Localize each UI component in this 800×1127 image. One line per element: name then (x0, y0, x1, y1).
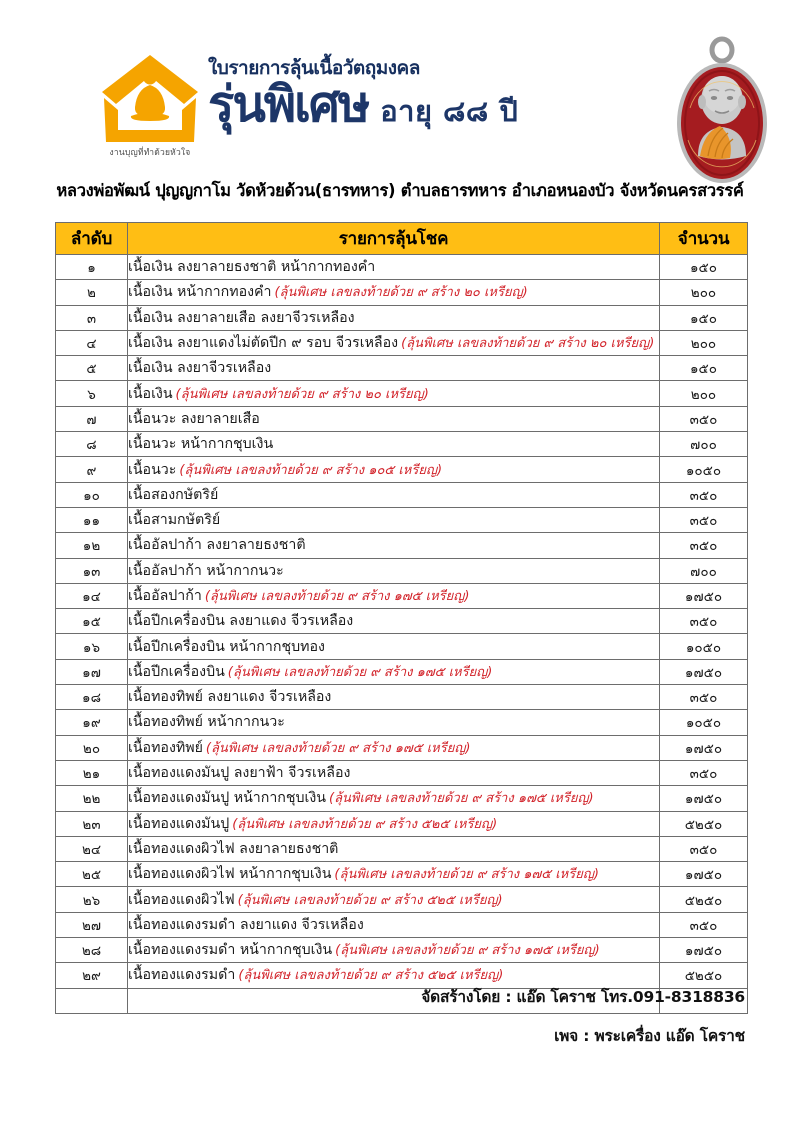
row-quantity: ๓๕๐ (660, 685, 748, 710)
item-special-note: (ลุ้นพิเศษ เลขลงท้ายด้วย ๙ สร้าง ๑๐๕ เหรียญ) (179, 462, 443, 478)
item-name: เนื้อปีกเครื่องบิน ลงยาแดง จีวรเหลือง (128, 613, 354, 630)
row-number: ๑๔ (56, 583, 128, 608)
item-name: เนื้อทองแดงผิวไฟ ลงยาลายธงชาติ (128, 840, 339, 857)
row-quantity: ๓๕๐ (660, 406, 748, 431)
row-item-description (128, 811, 660, 836)
table-row (56, 634, 748, 659)
table-row (56, 330, 748, 355)
row-quantity: ๑๗๕๐ (660, 735, 748, 760)
table-row (56, 356, 748, 381)
item-name: เนื้อทองทิพย์ ลงยาแดง จีวรเหลือง (128, 689, 332, 706)
table-row (56, 735, 748, 760)
table-body (56, 255, 748, 1014)
row-quantity: ๑๕๐ (660, 255, 748, 280)
row-item-description (128, 836, 660, 861)
item-name: เนื้อทองทิพย์ (128, 739, 203, 756)
row-quantity: ๗๐๐ (660, 432, 748, 457)
row-quantity: ๑๗๕๐ (660, 938, 748, 963)
row-number: ๖ (56, 381, 128, 406)
table-row (56, 255, 748, 280)
table-row (56, 659, 748, 684)
item-name: เนื้อนวะ (128, 461, 177, 478)
row-quantity: ๓๕๐ (660, 760, 748, 785)
item-name: เนื้อทองแดงมันปู (128, 815, 230, 832)
row-quantity: ๑๐๕๐ (660, 710, 748, 735)
row-item-description (128, 710, 660, 735)
item-name: เนื้อทองแดงรมดำ ลงยาแดง จีวรเหลือง (128, 916, 364, 933)
row-number: ๙ (56, 457, 128, 482)
prize-list-table (55, 222, 748, 1014)
row-item-description (128, 887, 660, 912)
row-quantity: ๗๐๐ (660, 558, 748, 583)
column-header-quantity: จำนวน (660, 223, 748, 255)
item-special-note: (ลุ้นพิเศษ เลขลงท้ายด้วย ๙ สร้าง ๑๗๕ เหรียญ) (334, 867, 599, 883)
row-number: ๕ (56, 356, 128, 381)
title-block (208, 58, 638, 134)
row-number: ๓ (56, 305, 128, 330)
table-row (56, 457, 748, 482)
row-item-description (128, 432, 660, 457)
item-name: เนื้อทองแดงผิวไฟ (128, 891, 235, 908)
row-number: ๑๘ (56, 685, 128, 710)
buddha-diamond-logo-icon (98, 52, 202, 144)
table-row (56, 406, 748, 431)
row-number: ๑๒ (56, 533, 128, 558)
row-item-description (128, 938, 660, 963)
row-quantity: ๒๐๐ (660, 330, 748, 355)
row-quantity: ๕๒๕๐ (660, 887, 748, 912)
row-item-description (128, 305, 660, 330)
item-special-note: (ลุ้นพิเศษ เลขลงท้ายด้วย ๙ สร้าง ๒๐ เหรียญ) (401, 336, 655, 352)
item-name: เนื้อทองแดงมันปู หน้ากากชุบเงิน (128, 790, 326, 807)
row-item-description (128, 735, 660, 760)
row-item-description (128, 634, 660, 659)
item-special-note: (ลุ้นพิเศษ เลขลงท้ายด้วย ๙ สร้าง ๕๒๕ เหรียญ) (237, 892, 503, 908)
logo-caption: งานบุญที่ทำด้วยหัวใจ (109, 148, 191, 158)
item-name: เนื้อทองทิพย์ หน้ากากนวะ (128, 714, 285, 731)
row-item-description (128, 255, 660, 280)
row-item-description (128, 406, 660, 431)
table-row (56, 710, 748, 735)
table-row (56, 507, 748, 532)
row-number: ๑๙ (56, 710, 128, 735)
row-quantity: ๓๕๐ (660, 836, 748, 861)
row-item-description (128, 482, 660, 507)
row-number: ๒๐ (56, 735, 128, 760)
row-quantity: ๑๗๕๐ (660, 659, 748, 684)
title-age: อายุ ๘๘ ปี (380, 93, 519, 128)
item-name: เนื้อเงิน ลงยาแดงไม่ตัดปีก ๙ รอบ จีวรเหลือง (128, 335, 399, 352)
row-quantity: ๑๗๕๐ (660, 862, 748, 887)
row-item-description (128, 685, 660, 710)
table-row (56, 381, 748, 406)
item-name: เนื้อทองแดงมันปู ลงยาฟ้า จีวรเหลือง (128, 765, 351, 782)
table-row (56, 533, 748, 558)
table-row (56, 482, 748, 507)
item-name: เนื้อเงิน ลงยาจีวรเหลือง (128, 360, 272, 377)
row-item-description (128, 356, 660, 381)
row-number: ๒๔ (56, 836, 128, 861)
item-name: เนื้ออัลปาก้า หน้ากากนวะ (128, 562, 284, 579)
row-number: ๒๑ (56, 760, 128, 785)
page-title: รุ่นพิเศษ (208, 75, 369, 133)
row-item-description (128, 457, 660, 482)
row-item-description (128, 659, 660, 684)
table-row (56, 583, 748, 608)
table-row (56, 432, 748, 457)
row-item-description (128, 760, 660, 785)
row-quantity: ๑๕๐ (660, 305, 748, 330)
row-item-description (128, 381, 660, 406)
row-number: ๑๓ (56, 558, 128, 583)
row-item-description (128, 558, 660, 583)
row-quantity: ๒๐๐ (660, 280, 748, 305)
document-subtitle-heading: ใบรายการลุ้นเนื้อวัตถุมงคล (208, 57, 420, 79)
row-number: ๒๒ (56, 786, 128, 811)
item-special-note: (ลุ้นพิเศษ เลขลงท้ายด้วย ๙ สร้าง ๑๗๕ เหรียญ) (204, 589, 470, 604)
row-number: ๒๖ (56, 887, 128, 912)
row-number: ๘ (56, 432, 128, 457)
row-number: ๒ (56, 280, 128, 305)
item-name: เนื้อนวะ ลงยาลายเสือ (128, 410, 260, 427)
item-special-note: (ลุ้นพิเศษ เลขลงท้ายด้วย ๙ สร้าง ๑๗๕ เหรียญ) (329, 791, 594, 807)
item-name: เนื้อเงิน หน้ากากทองคำ (128, 284, 272, 301)
amulet-image (668, 36, 776, 186)
row-number: ๒๙ (56, 963, 128, 988)
table-row (56, 685, 748, 710)
row-quantity: ๑๐๕๐ (660, 634, 748, 659)
prize-list-table-wrapper (55, 222, 747, 1014)
row-quantity: ๓๕๐ (660, 533, 748, 558)
oval-amulet-medal-icon (668, 36, 776, 186)
item-name: เนื้อปีกเครื่องบิน หน้ากากชุบทอง (128, 638, 325, 655)
row-item-description (128, 533, 660, 558)
table-row (56, 938, 748, 963)
temple-location-subtitle: หลวงพ่อพัฒน์ ปุญญกาโม วัดห้วยด้วน(ธารทหาร) ตำบลธารทหาร อำเภอหนองบัว จังหวัดนครสวรรค์ (56, 181, 744, 200)
item-name: เนื้อทองแดงผิวไฟ หน้ากากชุบเงิน (128, 866, 332, 883)
item-special-note: (ลุ้นพิเศษ เลขลงท้ายด้วย ๙ สร้าง ๑๗๕ เหรียญ) (227, 664, 493, 680)
item-special-note: (ลุ้นพิเศษ เลขลงท้ายด้วย ๙ สร้าง ๕๒๕ เหรียญ) (238, 968, 504, 984)
item-name: เนื้ออัลปาก้า (128, 588, 202, 604)
row-quantity: ๒๐๐ (660, 381, 748, 406)
row-quantity: ๕๒๕๐ (660, 963, 748, 988)
row-number: ๒๕ (56, 862, 128, 887)
item-name: เนื้อปีกเครื่องบิน (128, 663, 225, 680)
row-number: ๑๗ (56, 659, 128, 684)
item-name: เนื้อเงิน (128, 385, 173, 402)
row-number: ๔ (56, 330, 128, 355)
item-special-note: (ลุ้นพิเศษ เลขลงท้ายด้วย ๙ สร้าง ๑๗๕ เหรียญ) (335, 943, 600, 959)
footer-page-line: เพจ : พระเครื่อง แอ๊ด โคราช (554, 1027, 745, 1045)
table-row (56, 305, 748, 330)
item-special-note: (ลุ้นพิเศษ เลขลงท้ายด้วย ๙ สร้าง ๑๗๕ เหรียญ) (205, 740, 471, 756)
item-name: เนื้ออัลปาก้า ลงยาลายธงชาติ (128, 537, 306, 554)
row-number: ๑ (56, 255, 128, 280)
row-number: ๑๑ (56, 507, 128, 532)
row-item-description (128, 786, 660, 811)
row-item-description (128, 912, 660, 937)
item-name: เนื้อเงิน ลงยาลายธงชาติ หน้ากากทองคำ (128, 259, 376, 276)
document-header (0, 0, 800, 200)
item-name: เนื้อเงิน ลงยาลายเสือ ลงยาจีวรเหลือง (128, 309, 355, 326)
row-quantity: ๑๐๕๐ (660, 457, 748, 482)
column-header-no: ลำดับ (56, 223, 128, 255)
table-row (56, 862, 748, 887)
table-row (56, 786, 748, 811)
row-quantity: ๓๕๐ (660, 507, 748, 532)
table-row (56, 280, 748, 305)
organization-logo (84, 52, 216, 159)
table-row (56, 760, 748, 785)
row-number: ๗ (56, 406, 128, 431)
table-header (56, 223, 748, 255)
row-number: ๑๐ (56, 482, 128, 507)
row-number: ๒๓ (56, 811, 128, 836)
row-item-description (128, 507, 660, 532)
row-quantity: ๕๒๕๐ (660, 811, 748, 836)
item-special-note: (ลุ้นพิเศษ เลขลงท้ายด้วย ๙ สร้าง ๒๐ เหรียญ) (175, 386, 429, 402)
item-special-note: (ลุ้นพิเศษ เลขลงท้ายด้วย ๙ สร้าง ๕๒๕ เหรียญ) (232, 816, 498, 832)
row-item-description (128, 280, 660, 305)
table-row (56, 887, 748, 912)
item-name: เนื้อทองแดงรมดำ หน้ากากชุบเงิน (128, 942, 333, 959)
row-item-description (128, 583, 660, 608)
table-row (56, 609, 748, 634)
row-item-description (128, 609, 660, 634)
table-row (56, 811, 748, 836)
row-quantity: ๓๕๐ (660, 912, 748, 937)
row-item-description (128, 862, 660, 887)
table-header-row (56, 223, 748, 255)
row-quantity: ๑๕๐ (660, 356, 748, 381)
item-special-note: (ลุ้นพิเศษ เลขลงท้ายด้วย ๙ สร้าง ๒๐ เหรียญ) (274, 285, 528, 301)
row-quantity: ๑๗๕๐ (660, 583, 748, 608)
item-name: เนื้อสามกษัตริย์ (128, 512, 221, 529)
table-row (56, 912, 748, 937)
row-quantity: ๑๗๕๐ (660, 786, 748, 811)
row-number: ๒๘ (56, 938, 128, 963)
row-item-description (128, 330, 660, 355)
footer-producer-line: จัดสร้างโดย : แอ๊ด โคราช โทร.091-8318836 (421, 988, 745, 1006)
column-header-item: รายการลุ้นโชค (128, 223, 660, 255)
table-row (56, 836, 748, 861)
item-name: เนื้อทองแดงรมดำ (128, 967, 236, 984)
table-row (56, 558, 748, 583)
empty-cell-no (56, 988, 128, 1013)
row-number: ๑๕ (56, 609, 128, 634)
row-quantity: ๓๕๐ (660, 482, 748, 507)
row-number: ๒๗ (56, 912, 128, 937)
row-number: ๑๖ (56, 634, 128, 659)
row-quantity: ๓๕๐ (660, 609, 748, 634)
item-name: เนื้อสองกษัตริย์ (128, 486, 219, 503)
footer-contact (225, 984, 745, 1048)
item-name: เนื้อนวะ หน้ากากชุบเงิน (128, 436, 274, 453)
